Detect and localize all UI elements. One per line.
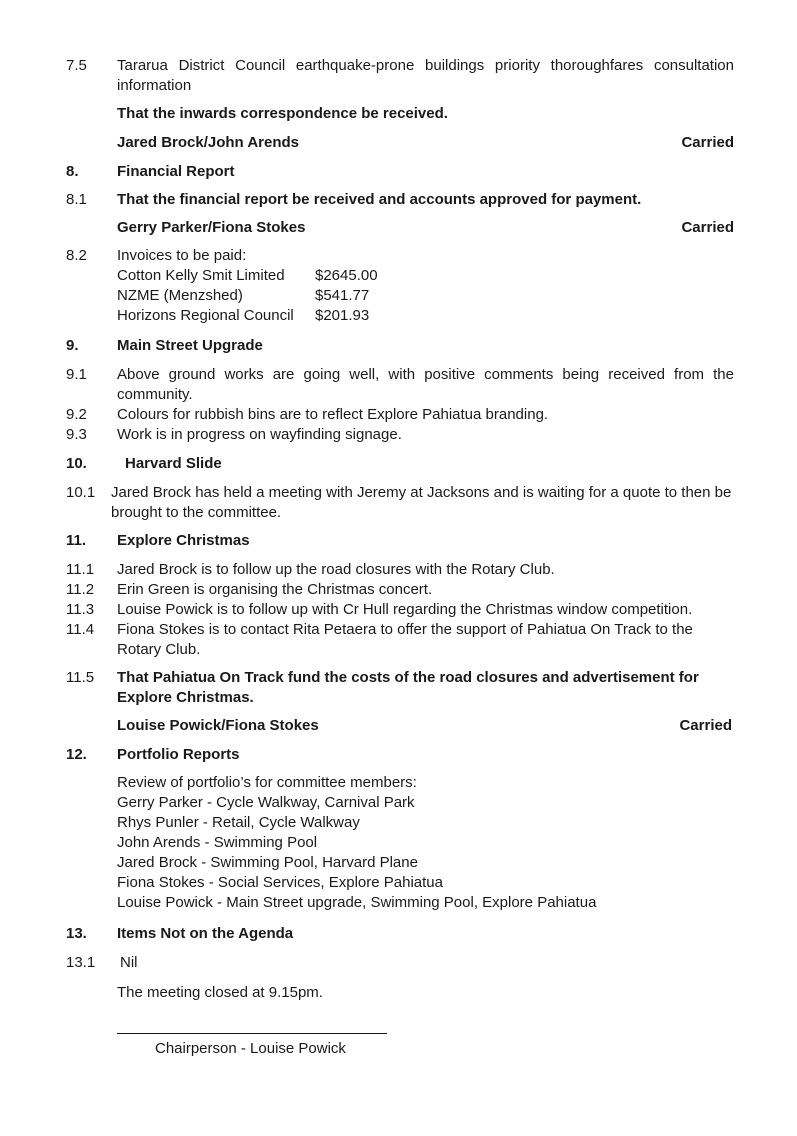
closing-text: The meeting closed at 9.15pm. xyxy=(117,984,323,1001)
movers: Gerry Parker/Fiona Stokes xyxy=(117,219,306,236)
section-number: 11. xyxy=(66,532,87,549)
item-number: 9.1 xyxy=(66,366,87,383)
invoice-row xyxy=(117,266,734,286)
invoice-payee: NZME (Menzshed) xyxy=(117,287,243,304)
portfolio-item: Louise Powick - Main Street upgrade, Swimming Pool, Explore Pahiatua xyxy=(117,894,597,911)
item-number: 11.1 xyxy=(66,561,95,578)
chairperson-signature: Chairperson - Louise Powick xyxy=(155,1040,346,1057)
item-number: 11.3 xyxy=(66,601,95,618)
invoice-row xyxy=(117,306,734,326)
movers: Jared Brock/John Arends xyxy=(117,134,299,151)
item-text: Colours for rubbish bins are to reflect Explore Pahiatua branding. xyxy=(117,406,549,423)
portfolio-item: John Arends - Swimming Pool xyxy=(117,834,318,851)
section-number: 9. xyxy=(66,337,79,354)
portfolio-item: Rhys Punler - Retail, Cycle Walkway xyxy=(117,814,360,831)
section-title: Items Not on the Agenda xyxy=(117,925,294,942)
item-number: 8.2 xyxy=(66,247,87,264)
item-number: 7.5 xyxy=(66,57,87,74)
portfolio-item: Fiona Stokes - Social Services, Explore Pahiatua xyxy=(117,874,443,891)
item-text: Jared Brock is to follow up the road closures with the Rotary Club. xyxy=(117,561,555,578)
invoice-amount: $201.93 xyxy=(315,307,370,324)
invoice-heading: Invoices to be paid: xyxy=(117,247,247,264)
item-number: 11.5 xyxy=(66,669,95,686)
section-title: Main Street Upgrade xyxy=(117,337,263,354)
section-title: Portfolio Reports xyxy=(117,746,240,763)
invoice-amount: $2645.00 xyxy=(315,267,378,284)
section-number: 8. xyxy=(66,163,79,180)
item-text: Above ground works are going well, with positive comments being received from the community. xyxy=(117,366,734,403)
item-number: 11.4 xyxy=(66,621,95,638)
resolution-text: That the inwards correspondence be received. xyxy=(117,105,448,122)
item-number: 9.2 xyxy=(66,406,87,423)
item-text: Fiona Stokes is to contact Rita Petaera to offer the support of Pahiatua On Track to the Rotary Club. xyxy=(117,621,693,658)
invoice-payee: Horizons Regional Council xyxy=(117,307,294,324)
item-number: 8.1 xyxy=(66,191,87,208)
section-number: 12. xyxy=(66,746,87,763)
movers: Louise Powick/Fiona Stokes xyxy=(117,717,319,734)
item-number: 11.2 xyxy=(66,581,95,598)
item-number: 13.1 xyxy=(66,954,96,971)
item-text: Louise Powick is to follow up with Cr Hull regarding the Christmas window competition. xyxy=(117,601,693,618)
item-text: Jared Brock has held a meeting with Jeremy at Jacksons and is waiting for a quote to then be brought to the committee. xyxy=(111,484,732,521)
invoice-payee: Cotton Kelly Smit Limited xyxy=(117,267,285,284)
invoice-amount: $541.77 xyxy=(315,287,370,304)
status-carried: Carried xyxy=(681,134,734,151)
portfolio-item: Gerry Parker - Cycle Walkway, Carnival Park xyxy=(117,794,415,811)
item-text: Work is in progress on wayfinding signage. xyxy=(117,426,402,443)
item-number: 9.3 xyxy=(66,426,87,443)
item-text: Tararua District Council earthquake-prone buildings priority thoroughfares consultation information xyxy=(117,57,734,94)
section-number: 10. xyxy=(66,455,87,472)
status-carried: Carried xyxy=(679,717,732,734)
signature-line xyxy=(117,1033,387,1034)
section-title: Harvard Slide xyxy=(125,455,222,472)
item-text: Nil xyxy=(120,954,138,971)
resolution-text: That the financial report be received and accounts approved for payment. xyxy=(117,191,642,208)
item-text: Erin Green is organising the Christmas concert. xyxy=(117,581,433,598)
section-title: Financial Report xyxy=(117,163,235,180)
portfolio-item: Jared Brock - Swimming Pool, Harvard Plane xyxy=(117,854,418,871)
section-title: Explore Christmas xyxy=(117,532,250,549)
invoice-block xyxy=(117,246,734,326)
invoice-row xyxy=(117,286,734,306)
section-number: 13. xyxy=(66,925,87,942)
status-carried: Carried xyxy=(681,219,734,236)
portfolio-intro: Review of portfolio’s for committee members: xyxy=(117,774,417,791)
item-number: 10.1 xyxy=(66,484,96,501)
resolution-text: That Pahiatua On Track fund the costs of the road closures and advertisement for Explore Christmas. xyxy=(117,669,699,706)
portfolio-block xyxy=(117,773,734,913)
